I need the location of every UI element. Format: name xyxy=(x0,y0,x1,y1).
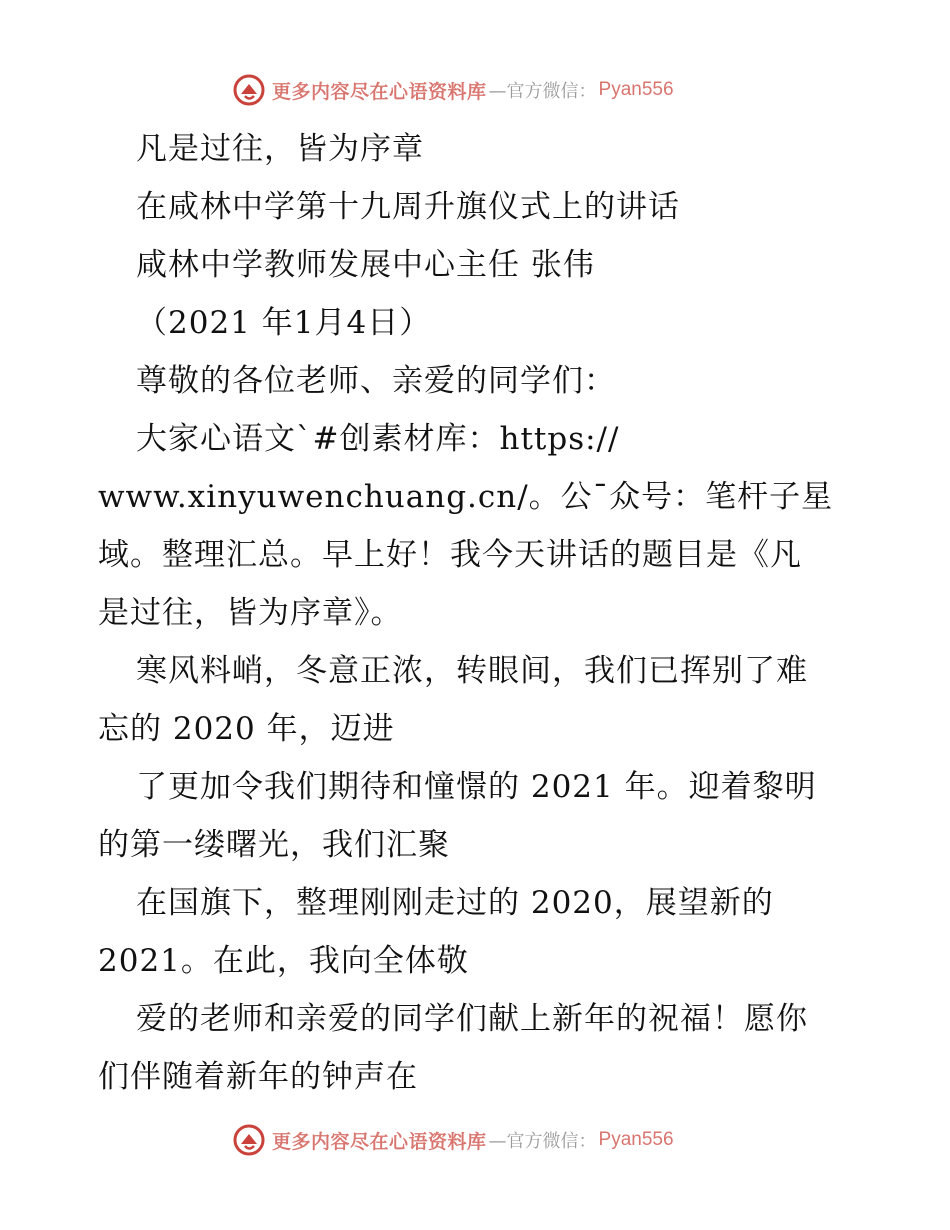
body-line: 的第一缕曙光，我们汇聚 xyxy=(98,827,450,863)
body-line: 是过往，皆为序章》。 xyxy=(98,595,403,631)
body-line: 寒风料峭，冬意正浓，转眼间，我们已挥别了难 xyxy=(136,653,808,689)
watermark-wechat-id: Pyan556 xyxy=(598,79,674,100)
body-line: 在国旗下，整理刚刚走过的 2020，展望新的 xyxy=(136,885,774,921)
body-line: 爱的老师和亲爱的同学们献上新年的祝福！愿你 xyxy=(136,1001,808,1037)
doc-title: 凡是过往，皆为序章 xyxy=(136,131,424,167)
header-watermark xyxy=(232,72,674,108)
doc-date: （2021 年1月4日） xyxy=(136,305,432,341)
watermark-wechat-id: Pyan556 xyxy=(598,1129,674,1150)
doc-subtitle: 在咸林中学第十九周升旗仪式上的讲话 xyxy=(136,189,680,225)
doc-salutation: 尊敬的各位老师、亲爱的同学们： xyxy=(136,363,616,399)
body-line: 大家心语文`#创素材库：https:// xyxy=(136,421,620,457)
logo-icon xyxy=(232,1123,266,1157)
body-line: 了更加令我们期待和憧憬的 2021 年。迎着黎明 xyxy=(136,769,817,805)
watermark-text: 更多内容尽在心语资料库 xyxy=(272,1130,487,1153)
doc-author: 咸林中学教师发展中心主任 张伟 xyxy=(136,247,595,283)
watermark-separator: —官方微信： xyxy=(488,81,597,102)
body-line: 2021。在此，我向全体敬 xyxy=(98,943,469,979)
document-body xyxy=(98,120,858,1106)
footer-watermark xyxy=(232,1122,674,1158)
body-line: 们伴随着新年的钟声在 xyxy=(98,1059,418,1095)
body-line: 域。整理汇总。早上好！我今天讲话的题目是《凡 xyxy=(98,537,802,573)
logo-icon xyxy=(232,73,266,107)
body-line: 忘的 2020 年，迈进 xyxy=(98,711,395,747)
watermark-text: 更多内容尽在心语资料库 xyxy=(272,80,487,103)
body-line: www.xinyuwenchuang.cn/。公¯众号：笔杆子星 xyxy=(98,479,834,515)
watermark-separator: —官方微信： xyxy=(488,1131,597,1152)
